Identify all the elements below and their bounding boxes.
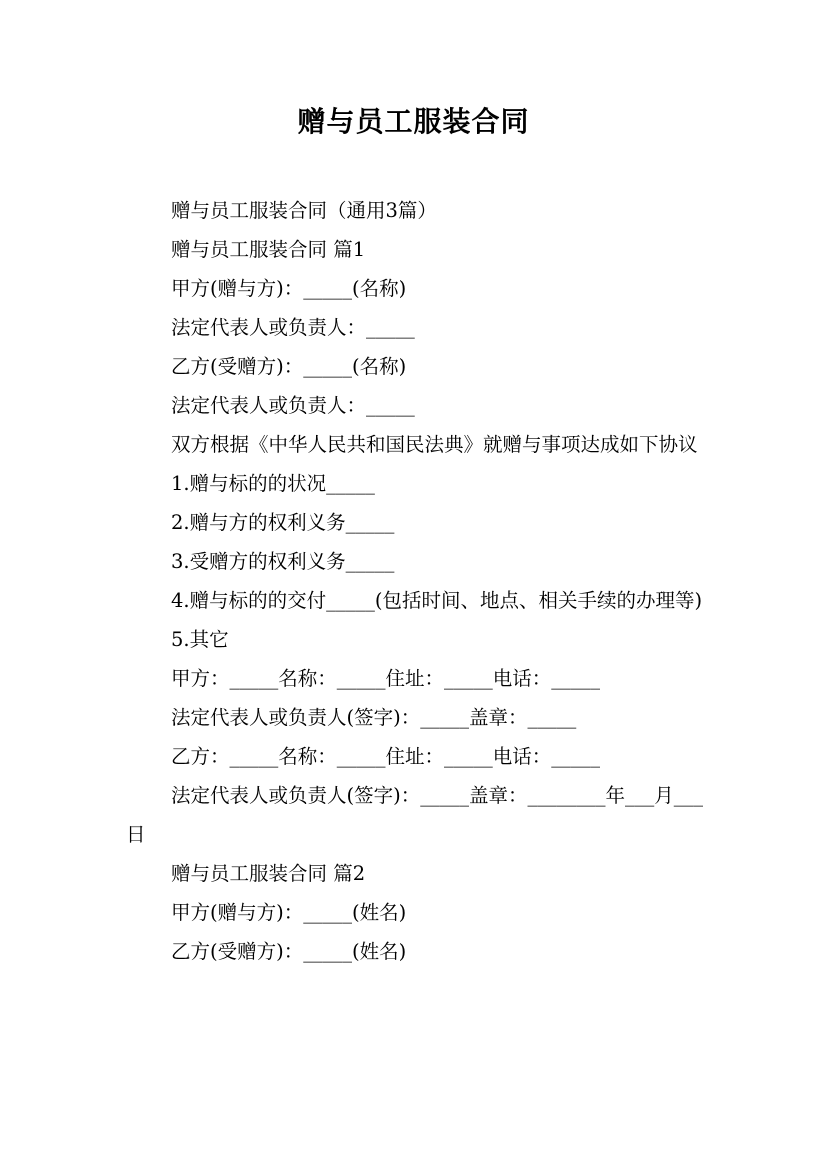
paragraph-clause-1: 1.赠与标的的状况_____ [171,472,375,495]
paragraph-clause-5: 5.其它 [171,628,229,651]
paragraph-agreement-basis: 双方根据《中华人民共和国民法典》就赠与事项达成如下协议 [171,433,698,456]
paragraph-clause-2: 2.赠与方的权利义务_____ [171,511,395,534]
paragraph-party-a-representative: 法定代表人或负责人：_____ [171,316,415,339]
paragraph-party-b-representative: 法定代表人或负责人：_____ [171,394,415,417]
paragraph-clause-4: 4.赠与标的的交付_____(包括时间、地点、相关手续的办理等) [171,589,703,612]
paragraph-section-1-heading: 赠与员工服装合同 篇1 [171,238,366,261]
document-body [126,191,704,971]
paragraph-party-b: 乙方(受赠方)：_____(名称) [171,355,407,378]
paragraph-section-2-party-b: 乙方(受赠方)：_____(姓名) [171,940,407,963]
paragraph-party-a: 甲方(赠与方)：_____(名称) [171,277,407,300]
paragraph-clause-3: 3.受赠方的权利义务_____ [171,550,395,573]
document-title: 赠与员工服装合同 [297,105,530,138]
paragraph-party-b-signature-info: 乙方：_____名称：_____住址：_____电话：_____ [171,745,601,768]
paragraph-party-a-signature-info: 甲方：_____名称：_____住址：_____电话：_____ [171,667,601,690]
paragraph-section-2-party-a: 甲方(赠与方)：_____(姓名) [171,901,407,924]
paragraph-doc-heading: 赠与员工服装合同（通用3篇） [171,199,437,222]
paragraph-party-a-signature: 法定代表人或负责人(签字)：_____盖章：_____ [171,706,577,729]
paragraph-party-b-signature-date: 法定代表人或负责人(签字)：_____盖章：________年___月___日 [126,784,703,846]
paragraph-section-2-heading: 赠与员工服装合同 篇2 [171,862,366,885]
